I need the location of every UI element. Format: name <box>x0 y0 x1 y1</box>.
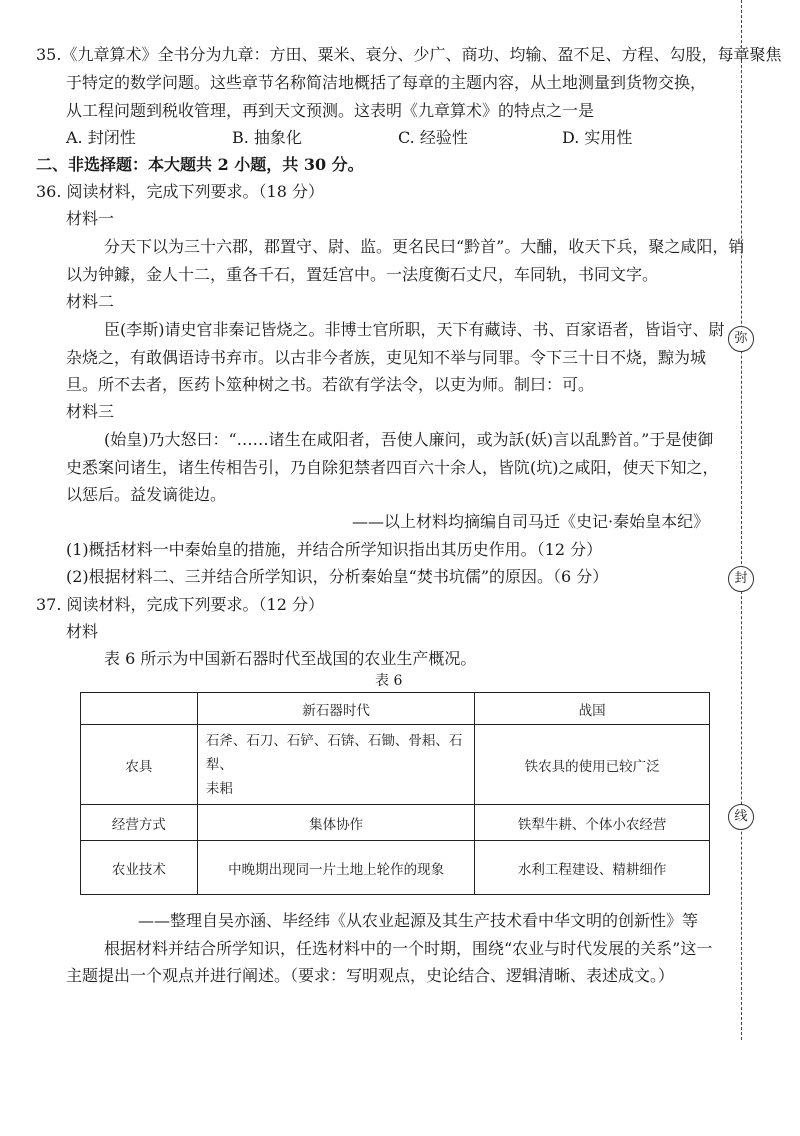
cell-warring-states-tools: 铁农具的使用已较广泛 <box>475 725 710 805</box>
cell-warring-states-technology: 水利工程建设、精耕细作 <box>475 841 710 895</box>
q36-material-1-line-2: 以为钟鐻，金人十二，重各千石，置廷宫中。一法度衡石丈尺，车同轨，书同文字。 <box>66 265 659 284</box>
row-label-technology: 农业技术 <box>81 841 198 895</box>
cell-warring-states-management: 铁犁牛耕、个体小农经营 <box>475 805 710 841</box>
cell-neolithic-technology: 中晚期出现同一片土地上轮作的现象 <box>197 841 475 895</box>
table-row <box>81 841 710 895</box>
q37-source: ——整理自吴亦涵、毕经纬《从农业起源及其生产技术看中华文明的创新性》等 <box>138 911 699 930</box>
cell-neolithic-tools-line-2: 耒耜 <box>205 780 233 797</box>
q36-material-2-line-3: 旦。所不去者，医药卜筮种树之书。若欲有学法令，以吏为师。制曰：可。 <box>66 375 595 394</box>
q36-material-2-line-2: 杂烧之，有敢偶语诗书弃市。以古非今者族，吏见知不举与同罪。令下三十日不烧，黥为城 <box>66 348 707 367</box>
q37-title: 37. 阅读材料，完成下列要求。（12 分） <box>36 595 324 614</box>
cell-neolithic-management: 集体协作 <box>197 805 475 841</box>
cell-neolithic-tools-line-1: 石斧、石刀、石铲、石锛、石锄、骨耜、石犁、 <box>205 732 463 773</box>
q36-material-2-label: 材料二 <box>66 292 115 311</box>
section-heading: 二、非选择题：本大题共 2 小题，共 30 分。 <box>36 155 364 174</box>
table-row <box>81 805 710 841</box>
seal-char-xian: 线 <box>728 804 754 830</box>
q37-requirement-line-2: 主题提出一个观点并进行阐述。（要求：写明观点，史论结合、逻辑清晰、表述成文。） <box>66 966 675 985</box>
table-header-warring-states: 战国 <box>475 693 710 725</box>
q35-option-b: B. 抽象化 <box>232 128 302 147</box>
q36-material-3-line-1: (始皇)乃大怒曰：“……诸生在咸阳者，吾使人廉问，或为訞(妖)言以乱黔首。”于是使御 <box>104 430 714 449</box>
q35-option-c: C. 经验性 <box>398 128 468 147</box>
q36-title: 36. 阅读材料，完成下列要求。（18 分） <box>36 182 324 201</box>
table-title: 表 6 <box>375 673 403 689</box>
q36-material-3-label: 材料三 <box>66 402 115 421</box>
q37-material-label: 材料 <box>66 622 99 641</box>
q35-option-a: A. 封闭性 <box>66 128 136 147</box>
q36-source: ——以上材料均摘编自司马迁《史记·秦始皇本纪》 <box>352 512 710 531</box>
row-label-tools: 农具 <box>81 725 198 805</box>
agriculture-table <box>80 692 710 895</box>
q36-material-1-line-1: 分天下以为三十六郡，郡置守、尉、监。更名民曰“黔首”。大酺，收天下兵，聚之咸阳，销 <box>104 237 745 256</box>
q36-material-3-line-2: 史悉案问诸生，诸生传相告引，乃自除犯禁者四百六十余人，皆阬(坑)之咸阳，使天下知之， <box>66 458 719 477</box>
q36-material-2-line-1: 臣(李斯)请史官非秦记皆烧之。非博士官所职，天下有藏诗、书、百家语者，皆诣守、尉 <box>104 320 725 339</box>
binding-dashed-line <box>741 0 742 1040</box>
table-header-neolithic: 新石器时代 <box>197 693 475 725</box>
row-label-management: 经营方式 <box>81 805 198 841</box>
q35-line-3: 从工程问题到税收管理，再到天文预测。这表明《九章算术》的特点之一是 <box>66 101 595 120</box>
seal-char-mi: 弥 <box>728 326 754 352</box>
q35-option-d: D. 实用性 <box>562 128 633 147</box>
table-header-row <box>81 693 710 725</box>
q36-material-3-line-3: 以惩后。益发谪徙边。 <box>66 485 227 504</box>
q36-requirement-2: (2)根据材料二、三并结合所学知识，分析秦始皇“焚书坑儒”的原因。（6 分） <box>66 567 609 586</box>
q36-requirement-1: (1)概括材料一中秦始皇的措施，并结合所学知识指出其历史作用。（12 分） <box>66 540 603 559</box>
q36-material-1-label: 材料一 <box>66 209 115 228</box>
table-row <box>81 725 710 805</box>
q35-line-1: 35.《九章算术》全书分为九章：方田、粟米、衰分、少广、商功、均输、盈不足、方程、勾股，每章聚焦 <box>36 45 782 64</box>
table-header-blank <box>81 693 198 725</box>
cell-neolithic-tools <box>197 725 475 805</box>
q37-intro: 表 6 所示为中国新石器时代至战国的农业生产概况。 <box>104 649 477 668</box>
q35-line-2: 于特定的数学问题。这些章节名称简洁地概括了每章的主题内容，从土地测量到货物交换， <box>66 73 707 92</box>
seal-char-feng: 封 <box>728 566 754 592</box>
q37-requirement-line-1: 根据材料并结合所学知识，任选材料中的一个时期，围绕“农业与时代发展的关系”这一 <box>104 939 713 958</box>
